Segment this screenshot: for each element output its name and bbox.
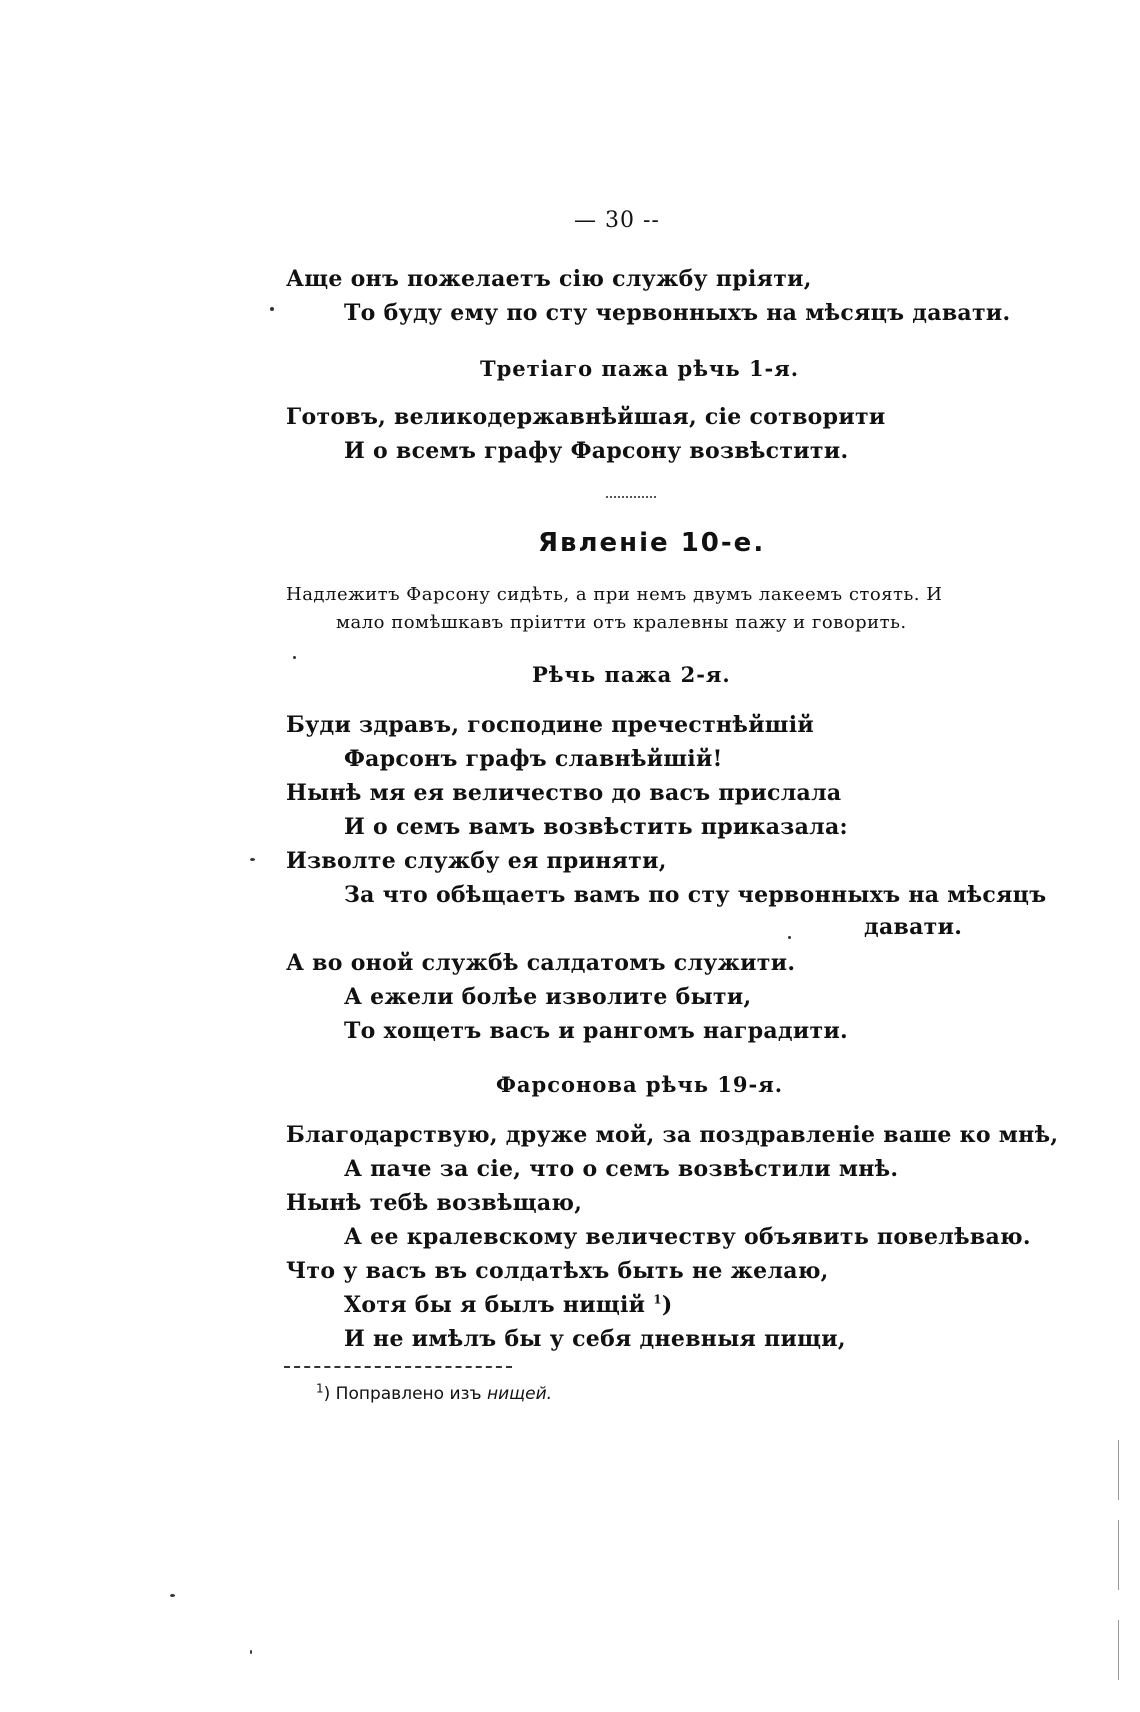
verse-line: Буди здравъ, господине пречестнѣйшiй	[286, 712, 815, 738]
verse-line: Нынѣ тебѣ возвѣщаю,	[286, 1190, 583, 1216]
print-speck	[788, 936, 791, 939]
speech-heading: Фарсонова рѣчь 19-я.	[496, 1072, 784, 1097]
verse-line: И о всемъ графу Фарсону возвѣстити.	[344, 438, 849, 464]
verse-line: А ежели болѣе изволите быти,	[344, 984, 752, 1010]
print-speck	[270, 307, 274, 311]
page-number: — 30 --	[574, 208, 660, 233]
verse-line: Что у васъ въ солдатѣхъ быть не желаю,	[286, 1258, 829, 1284]
scan-edge-mark	[1118, 1440, 1119, 1500]
footnote	[316, 1381, 553, 1404]
speech-heading: Рѣчь пажа 2-я.	[532, 662, 731, 687]
stage-direction-line: Надлежитъ Фарсону сидѣть, а при немъ двумъ лакеемъ стоять. И	[286, 584, 943, 605]
verse-line: А во оной службѣ салдатомъ служити.	[286, 950, 796, 976]
verse-line: То буду ему по сту червонныхъ на мѣсяцъ давати.	[344, 300, 1011, 326]
verse-line: То хощетъ васъ и рангомъ наградити.	[344, 1018, 849, 1044]
print-speck	[293, 656, 296, 659]
footnote-reference: 1	[653, 1292, 662, 1307]
verse-line: Готовъ, великодержавнѣйшая, сiе сотворити	[286, 404, 886, 430]
footnote-marker: 1	[316, 1381, 324, 1396]
verse-line: Аще онъ пожелаетъ сiю службу прiяти,	[286, 266, 812, 292]
verse-line: За что обѣщаетъ вамъ по сту червонныхъ на мѣсяцъ	[344, 882, 1047, 908]
verse-line: Благодарствую, друже мой, за поздравленie ваше ко мнѣ,	[286, 1122, 1059, 1148]
verse-line-with-note	[344, 1292, 673, 1318]
footnote-text: ) Поправлено изъ	[323, 1384, 487, 1404]
ornament-divider	[606, 496, 656, 498]
verse-line: И о семъ вамъ возвѣстить приказала:	[344, 814, 848, 840]
verse-line-continuation: давати.	[864, 914, 963, 940]
scene-title: Явленie 10-е.	[538, 528, 766, 558]
print-speck	[250, 1650, 252, 1654]
scan-edge-mark	[1118, 1520, 1119, 1590]
speech-heading: Третiаго пажа рѣчь 1-я.	[480, 356, 800, 381]
verse-line: Изволте службу ея приняти,	[286, 848, 667, 874]
print-speck	[170, 1594, 175, 1597]
footnote-rule	[284, 1366, 512, 1368]
verse-line: А ее кралевскому величеству объявить повелѣваю.	[344, 1224, 1031, 1250]
print-speck	[250, 858, 255, 861]
footnote-reference-paren: )	[661, 1292, 673, 1318]
footnote-italic-word: нищей.	[486, 1384, 553, 1404]
verse-line: Фарсонъ графъ славнѣйшiй!	[344, 746, 723, 772]
verse-line: И не имѣлъ бы у себя дневныя пищи,	[344, 1326, 846, 1352]
verse-line: Нынѣ мя ея величество до васъ прислала	[286, 780, 842, 806]
verse-line-text: Хотя бы я былъ нищiй	[344, 1292, 646, 1318]
stage-direction-line: мало помѣшкавъ прiитти отъ кралевны пажу и говорить.	[336, 612, 907, 633]
scan-edge-mark	[1118, 1620, 1119, 1680]
verse-line: А паче за сiе, что о семъ возвѣстили мнѣ.	[344, 1156, 899, 1182]
